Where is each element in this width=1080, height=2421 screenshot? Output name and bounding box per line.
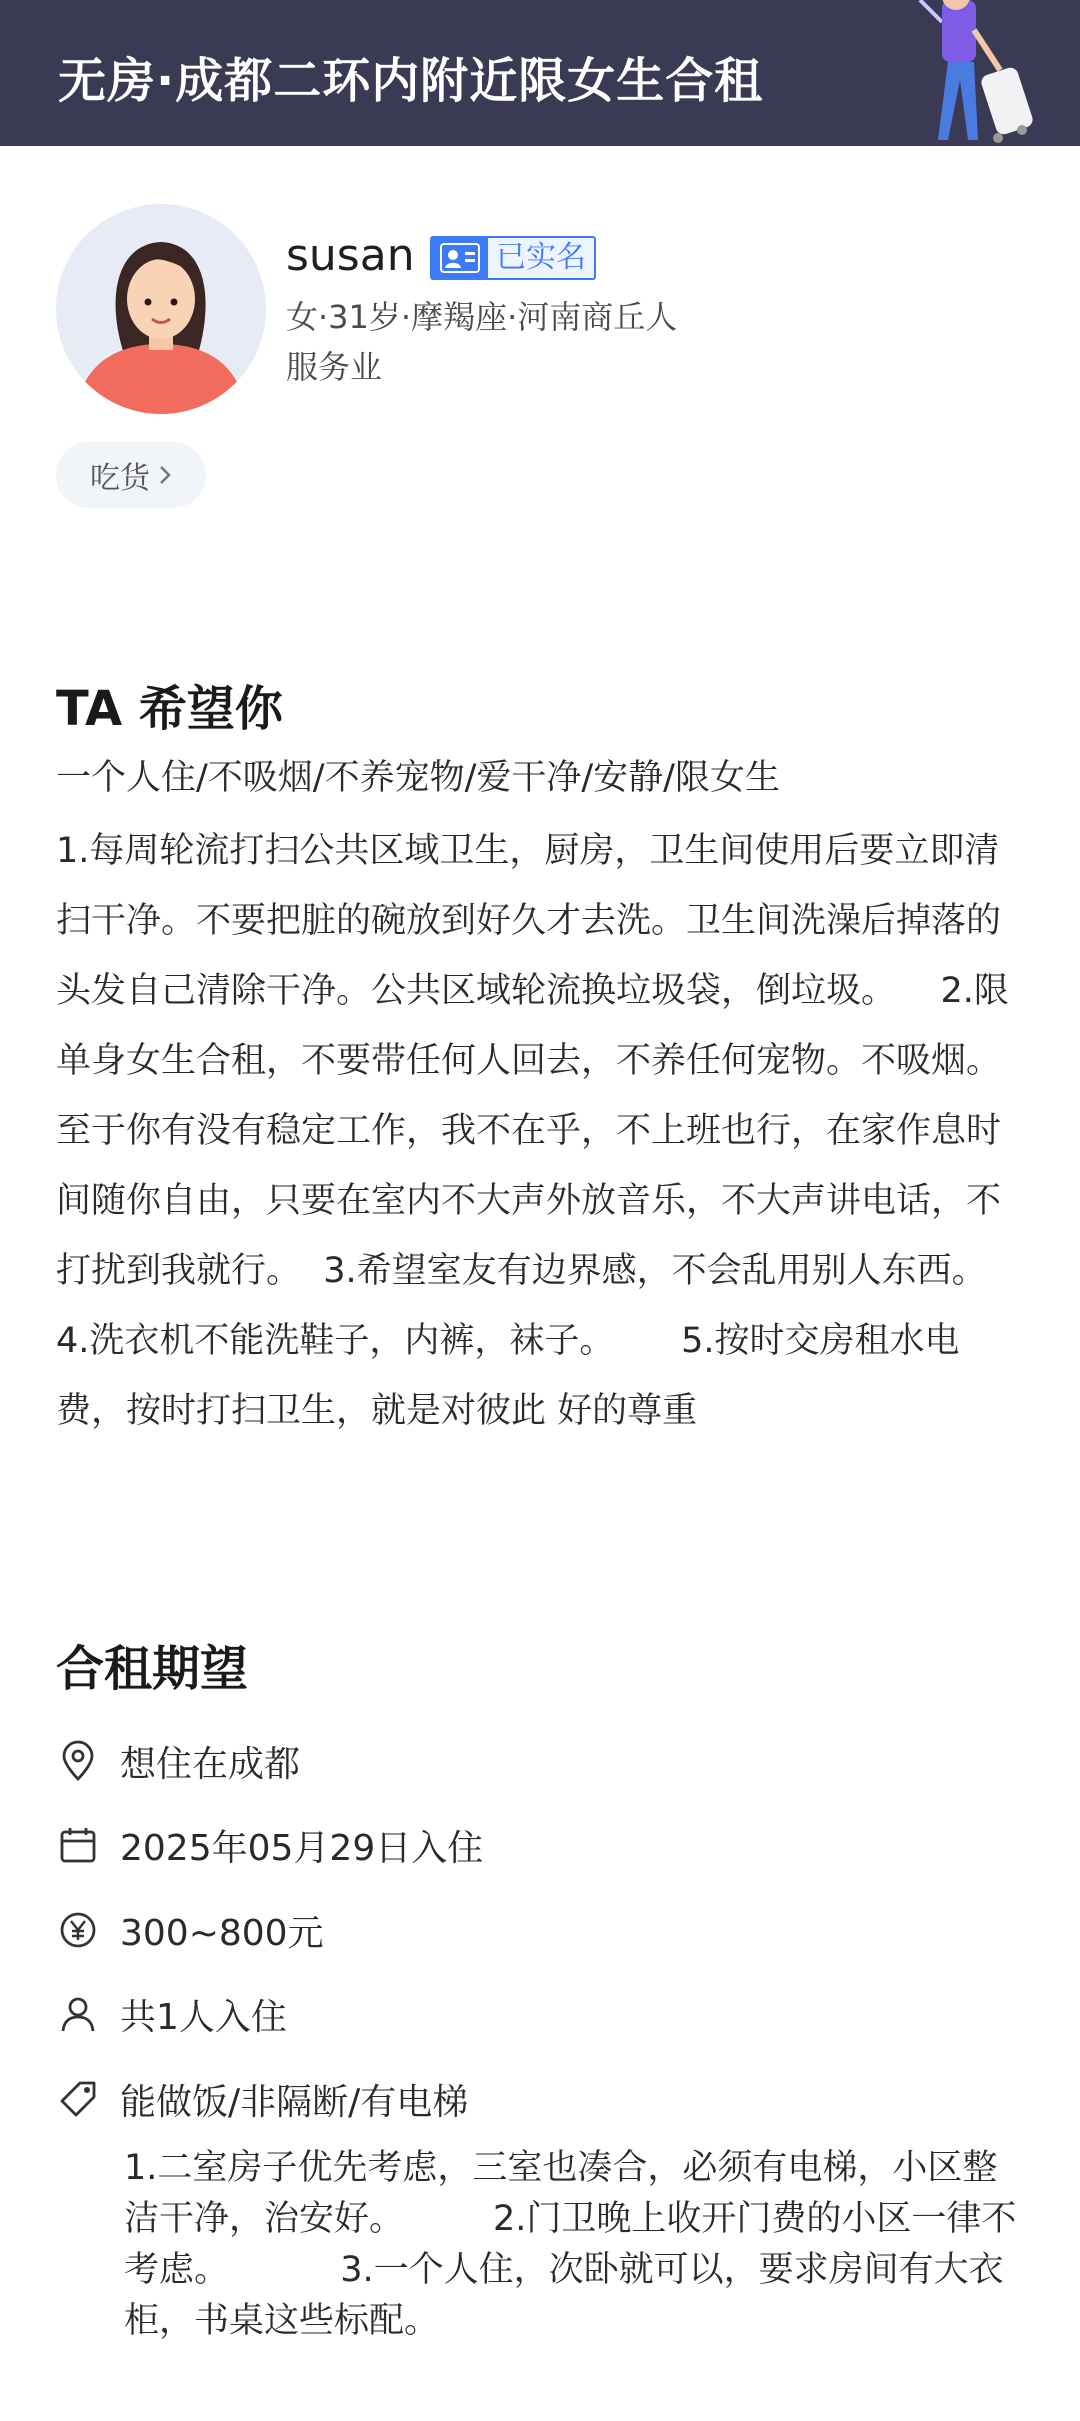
expectation-item-movein-date bbox=[56, 1817, 483, 1873]
interest-tag-chip[interactable] bbox=[56, 442, 206, 508]
expectation-item-budget bbox=[56, 1902, 324, 1958]
top-banner bbox=[0, 0, 1080, 146]
person-icon bbox=[56, 1992, 100, 2036]
username: susan bbox=[286, 230, 415, 281]
expectation-item-location bbox=[56, 1733, 300, 1789]
calendar-icon bbox=[56, 1823, 100, 1867]
expectation-occupants-text: 共1人入住 bbox=[120, 1996, 287, 2038]
expectation-features-text: 能做饭/非隔断/有电梯 bbox=[120, 2081, 469, 2123]
expectation-section-title: 合租期望 bbox=[56, 1641, 249, 1697]
yuan-icon bbox=[56, 1908, 100, 1952]
profile-occupation: 服务业 bbox=[286, 348, 383, 386]
wish-description: 1.每周轮流打扫公共区域卫生，厨房，卫生间使用后要立即清扫干净。不要把脏的碗放到好久才去洗。卫生间洗澡后掉落的头发自己清除干净。公共区域轮流换垃圾袋，倒垃圾。 2.限单身女生合租，不要带任何人回去，不养任何宠物。不吸烟。至于你有没有稳定工作，我不在乎，不上班也行，在家作息时间随你自由，只要在室内不大声外放音乐，不大声讲电话，不打扰到我就行。 3.希望室友有边界感，不会乱用别人东西。 4.洗衣机不能洗鞋子，内裤，袜子。 5.按时交房租水电费，按时打扫卫生，就是对彼此 好的尊重 bbox=[56, 831, 1009, 1431]
chevron-right-icon bbox=[158, 464, 172, 486]
interest-tag-label: 吃货 bbox=[90, 461, 150, 496]
tag-icon bbox=[56, 2077, 100, 2121]
wish-section-title: TA 希望你 bbox=[56, 681, 283, 737]
profile-basic-info: 女·31岁·摩羯座·河南商丘人 bbox=[286, 298, 678, 336]
expectation-date-text: 2025年05月29日入住 bbox=[120, 1827, 484, 1869]
expectation-item-features bbox=[56, 2071, 468, 2127]
wish-summary: 一个人住/不吸烟/不养宠物/爱干净/安静/限女生 bbox=[56, 758, 780, 798]
verified-badge bbox=[430, 236, 596, 280]
traveler-illustration bbox=[890, 0, 1040, 146]
verified-label: 已实名 bbox=[488, 238, 594, 278]
location-pin-icon bbox=[56, 1739, 100, 1783]
avatar-illustration-icon bbox=[56, 204, 266, 414]
id-card-icon bbox=[432, 238, 488, 278]
expectation-note: 1.二室房子优先考虑，三室也凑合，必须有电梯，小区整洁干净，治安好。 2.门卫晚上收开门费的小区一律不考虑。 3.一个人住，次卧就可以，要求房间有大衣柜，书桌这些标配。 bbox=[124, 2148, 1017, 2341]
expectation-location-text: 想住在成都 bbox=[120, 1743, 301, 1785]
expectation-item-occupants bbox=[56, 1986, 287, 2042]
page-title: 无房·成都二环内附近限女生合租 bbox=[58, 53, 764, 109]
avatar[interactable] bbox=[56, 204, 266, 414]
expectation-budget-text: 300~800元 bbox=[120, 1912, 324, 1954]
